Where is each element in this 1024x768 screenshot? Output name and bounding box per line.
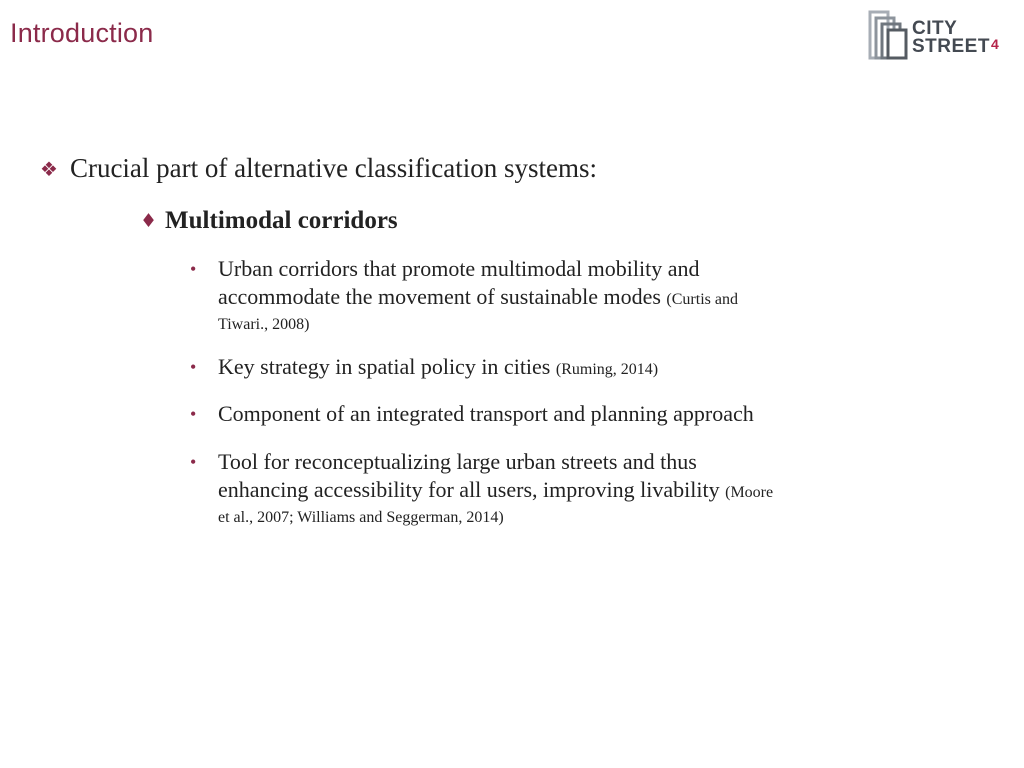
- bullet-4-line1: Tool for reconceptualizing large urban streets and thus: [218, 449, 697, 474]
- bullet-4-citation-a: (Moore: [725, 484, 774, 501]
- logo-mark-icon: [868, 8, 910, 62]
- bullet-2-citation: (Ruming, 2014): [555, 361, 659, 378]
- bullet-item-2: [190, 353, 880, 384]
- diamond-bullet-icon: ♦: [140, 210, 158, 232]
- bullet-4-citation-b: et al., 2007; Williams and Seggerman, 2014): [218, 509, 504, 526]
- level1-item: [40, 153, 597, 184]
- logo-text: [912, 20, 999, 56]
- level1-text: Crucial part of alternative classification systems:: [69, 153, 598, 183]
- four-diamond-bullet-icon: ❖: [40, 156, 58, 181]
- bullet-item-3: [190, 400, 880, 428]
- logo-street-text: [912, 38, 999, 56]
- logo-city-text: CITY: [912, 18, 958, 39]
- slide-title: Introduction: [10, 18, 154, 48]
- bullet-text-2: [218, 353, 880, 384]
- logo-street-word: STREET: [912, 36, 990, 57]
- dot-bullet-icon: •: [190, 259, 197, 279]
- bullet-4-line2: enhancing accessibility for all users, improving livability: [218, 477, 720, 502]
- level2-text: Multimodal corridors: [165, 207, 398, 234]
- bullet-2-text: Key strategy in spatial policy in cities: [218, 354, 551, 379]
- bullet-1-citation-b: Tiwari., 2008): [218, 316, 310, 333]
- bullet-text-3: Component of an integrated transport and planning approach: [218, 401, 754, 426]
- dot-bullet-icon: •: [190, 452, 197, 472]
- bullet-text-4: [218, 448, 880, 529]
- bullet-1-line1: Urban corridors that promote multimodal mobility and: [218, 256, 700, 281]
- citystreet-logo: [868, 8, 1008, 64]
- dot-bullet-icon: •: [190, 404, 197, 424]
- bullet-item-4: [190, 448, 880, 529]
- bullet-item-1: [190, 255, 880, 336]
- bullet-text-1: [218, 255, 880, 336]
- level2-item: [140, 207, 398, 235]
- bullet-1-line2: accommodate the movement of sustainable modes: [218, 284, 661, 309]
- dot-bullet-icon: •: [190, 357, 197, 377]
- logo-superscript: 4: [990, 36, 1000, 52]
- bullet-1-citation-a: (Curtis and: [666, 291, 738, 308]
